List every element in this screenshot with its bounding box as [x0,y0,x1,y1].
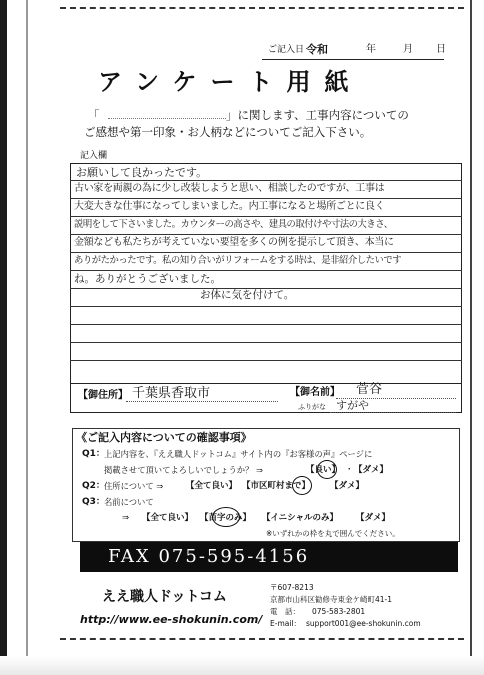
company-email[interactable]: support001@ee-shokunin.com [306,619,421,628]
q2-text: 住所について ⇒ [104,481,164,491]
handwriting-line: ね。ありがとうございました。 [74,273,221,285]
handwriting-line: 古い家を両親の為に少し改装しようと思い、相談したのですが、工事は [74,183,385,194]
q3-label: Q3： [82,497,105,507]
q1-option-yes[interactable]: 【良い】 [306,465,341,475]
ruled-line [70,198,462,199]
confirm-note: ※いずれかの枠を丸で囲んでください。 [266,529,400,538]
company-address: 京都市山科区勧修寺東金ケ崎町41-1 [270,595,393,604]
company-url[interactable]: http://www.ee-shokunin.com/ [80,613,263,626]
q2-label: Q2： [82,481,105,491]
handwriting-line: 説明をして下さいました。カウンターの高さや、建具の取付けや寸法の大きさ、 [74,219,393,230]
q2-circle-mark [292,476,312,495]
q3-arrow: ⇒ [122,513,130,523]
month-unit: 月 [403,44,413,55]
ruled-line [70,180,462,181]
q3-option-initial[interactable]: 【イニシャルのみ】 [262,513,338,523]
company-name: ええ職人ドットコム [102,589,227,605]
scan-left-edge-inner [26,0,28,675]
fax-number: FAX 075-595-4156 [108,546,310,567]
furigana-label: ふりがな [298,403,326,411]
q1-option-no[interactable]: 【ダメ】 [354,465,389,475]
intro-open-bracket: 「 [88,108,100,122]
ruled-line [70,324,462,325]
confirm-title: 《ご記入内容についての確認事項》 [76,431,252,444]
q3-text: 名前について [104,497,154,507]
intro-line2: ご感想や第一印象・お人柄などについてご記入下さい。 [84,125,372,139]
handwriting-line: ありがたかったです。私の知り合いがリフォームをする時は、是非紹介したいです [74,255,402,266]
day-unit: 日 [436,44,446,55]
ruled-line [70,306,462,307]
entry-label: 記入欄 [80,151,108,161]
ruled-line [70,342,462,343]
q3-option-full[interactable]: 【全て良い】 [142,513,194,523]
top-border [60,7,464,9]
q1-line1: 上記内容を、『ええ職人ドットコム』サイト内の『お客様の声』ページに [104,449,373,459]
handwriting-line: お体に気を付けて。 [200,289,295,301]
company-email-label: E-mail： [270,619,302,628]
ruled-line [70,252,462,253]
q2-option-city[interactable]: 【市区町村まで】 [242,481,311,491]
q3-option-surname[interactable]: 【苗字のみ】 [200,513,252,523]
address-value: 千葉県香取市 [132,386,211,401]
company-tel: 075-583-2801 [312,607,366,616]
q1-label: Q1： [82,449,105,459]
ruled-line [70,360,462,361]
q1-line2: 掲載させて頂いてよろしいでしょうか？ ⇒ [104,465,263,475]
scan-left-edge [0,0,7,675]
address-label: 【御住所】 [78,390,128,401]
handwriting-line: 金額なども私たちが考えていない要望を多くの例を提示して頂き、本当に [74,237,394,248]
handwriting-line: お願いして良かったです。 [76,166,208,179]
entry-date-label: ご記入日 [268,45,305,55]
company-tel-label: 電 話： [270,607,300,616]
address-underline [126,401,278,402]
furigana-underline [330,412,456,413]
year-unit: 年 [366,44,376,55]
q1-separator: ・ [345,465,354,475]
intro-line1: 」に関します、工事内容についての [226,108,409,122]
ruled-line [70,270,462,271]
intro-dotted-blank [108,118,226,119]
bottom-border [60,638,464,640]
handwriting-line: 大変大きな仕事になってしまいました。内工事になると場所ごとに良く [74,201,385,212]
company-postal: 〒607-8213 [270,583,314,592]
ruled-line [70,234,462,235]
q3-option-no[interactable]: 【ダメ】 [356,513,391,523]
page-title: アンケート用紙 [98,68,363,96]
ruled-line [70,216,462,217]
right-border [470,0,472,675]
era-text: 令和 [306,43,328,56]
bottom-scan-band [0,656,484,675]
furigana-value: すがや [336,399,369,412]
q2-option-no[interactable]: 【ダメ】 [330,481,365,491]
q3-circle-mark [212,507,240,527]
name-value: 菅谷 [356,382,383,397]
q2-option-full[interactable]: 【全て良い】 [186,481,238,491]
date-underline [262,59,444,60]
name-label: 【御名前】 [290,387,340,398]
q1-circle-mark [317,460,337,479]
